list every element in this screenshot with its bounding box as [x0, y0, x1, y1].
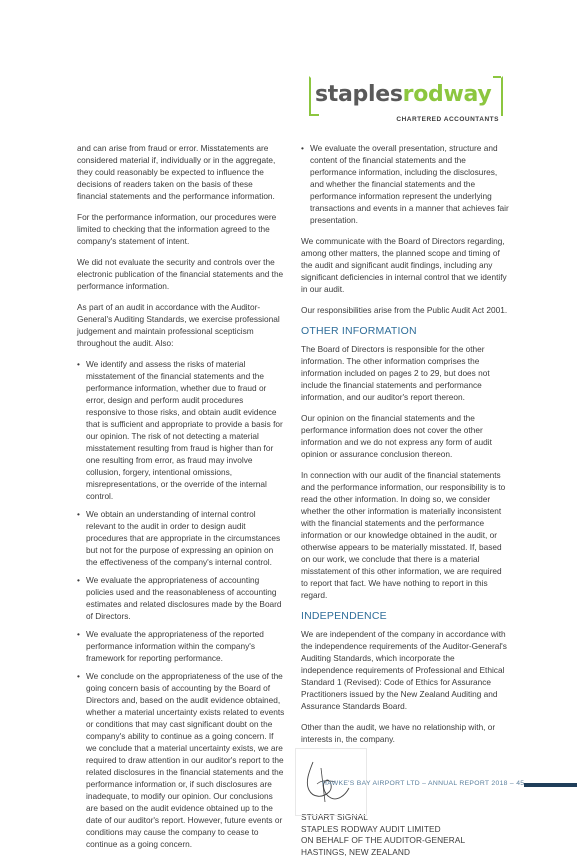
list-item: • We evaluate the appropriateness of the reported performance information within the company's framework for reporting performance.	[77, 628, 285, 664]
page-footer: HAWKE'S BAY AIRPORT LTD – ANNUAL REPORT 2018 – 45	[322, 780, 525, 787]
signer-details	[301, 812, 509, 858]
paragraph: Other than the audit, we have no relationship with, or interests in, the company.	[301, 722, 496, 744]
list-item: • We identify and assess the risks of material misstatement of the financial statements and the performance information, whether due to fraud or error, design and perform audit procedures responsive to those risks, and obtain audit evidence that is sufficient and appropriate to provide a basis for our opinion. The risk of not detecting a material misstatement resulting from fraud is higher than for one resulting from error, as fraud may involve collusion, forgery, intentional omissions, misrepresentations, or the override of the internal control.	[77, 358, 285, 502]
paragraph: We communicate with the Board of Directors regarding, among other matters, the planned scope and timing of the audit and significant audit findings, including any significant deficiencies in internal control that we identify in our audit.	[301, 236, 507, 294]
left-column	[77, 142, 285, 859]
paragraph: Our responsibilities arise from the Public Audit Act 2001.	[301, 305, 508, 315]
paragraph: We are independent of the company in accordance with the independence requirements of the Auditor-General's Auditing Standards, which incorporate the independence requirements of Professional and Ethical Standard 1 (Revised): Code of Ethics for Assurance Practitioners issued by the New Zealand Auditing and Assurance Standards Board.	[301, 629, 507, 711]
paragraph: We did not evaluate the security and controls over the electronic publication of the financial statements and the performance information.	[77, 257, 284, 291]
paragraph: In connection with our audit of the financial statements and the performance information, our responsibility is to read the other information. In doing so, we consider whether the other information is materially inconsistent with the financial statements and the performance information or our knowledge obtained in the audit, or otherwise appears to be materially misstated. If, based on our work, we conclude that there is a material misstatement of this other information, we are required to report that fact. We have nothing to report in this regard.	[301, 470, 506, 600]
list-item: • We conclude on the appropriateness of the use of the going concern basis of accounting by the Board of Directors and, based on the audit evidence obtained, whether a material uncertainty exists related to events or conditions that may cast significant doubt on the company's ability to continue as a going concern. If we conclude that a material uncertainty exists, we are required to draw attention in our auditor's report to the related disclosures in the financial statements and the performance information or, if such disclosures are inadequate, to modify our opinion. Our conclusions are based on the audit evidence obtained up to the date of our auditor's report. However, future events or conditions may cause the company to cease to continue as a going concern.	[77, 670, 285, 850]
presentation-list	[301, 142, 509, 226]
logo-subtitle: CHARTERED ACCOUNTANTS	[396, 116, 499, 123]
audit-procedures-list	[77, 358, 285, 850]
signer-firm: STAPLES RODWAY AUDIT LIMITED	[301, 823, 441, 834]
logo-wordmark-part2: rodway	[402, 82, 492, 107]
logo-wordmark-part1: staples	[315, 82, 403, 107]
signer-capacity: ON BEHALF OF THE AUDITOR-GENERAL	[301, 835, 466, 845]
footer-bar	[524, 783, 577, 787]
paragraph: As part of an audit in accordance with the Auditor-General's Auditing Standards, we exercise professional judgement and maintain professional scepticism throughout the audit. Also:	[77, 302, 280, 348]
paragraph: Our opinion on the financial statements and the performance information does not cover the other information and we do not express any form of audit opinion or assurance conclusion thereon.	[301, 413, 492, 459]
right-column	[301, 142, 509, 858]
paragraph: The Board of Directors is responsible for the other information. The other information comprises the information included on pages 2 to 29, but does not include the financial statements and performance information, and our auditor's report thereon.	[301, 344, 490, 402]
section-heading-independence: INDEPENDENCE	[301, 610, 387, 622]
list-item: • We evaluate the appropriateness of accounting policies used and the reasonableness of accounting estimates and related disclosures made by the Board of Directors.	[77, 574, 285, 622]
signer-location: HASTINGS, NEW ZEALAND	[301, 846, 411, 857]
signer-name: STUART SIGNAL	[301, 812, 368, 822]
paragraph: and can arise from fraud or error. Misstatements are considered material if, individually or in the aggregate, they could reasonably be expected to influence the decisions of readers taken on the basis of these financial statements and the performance information.	[77, 143, 276, 201]
logo-wordmark	[315, 83, 491, 107]
section-heading-other-information: OTHER INFORMATION	[301, 325, 417, 337]
list-item: • We evaluate the overall presentation, structure and content of the financial statements and the performance information, including the disclosures, and whether the financial statements and the performance information represent the underlying transactions and events in a manner that achieves fair presentation.	[301, 142, 509, 226]
paragraph: For the performance information, our procedures were limited to checking that the information agreed to the company's statement of intent.	[77, 212, 277, 246]
staples-rodway-logo	[309, 76, 501, 126]
list-item: • We obtain an understanding of internal control relevant to the audit in order to design audit procedures that are appropriate in the circumstances but not for the purpose of expressing an opinion on the effectiveness of the company's internal control.	[77, 508, 285, 568]
